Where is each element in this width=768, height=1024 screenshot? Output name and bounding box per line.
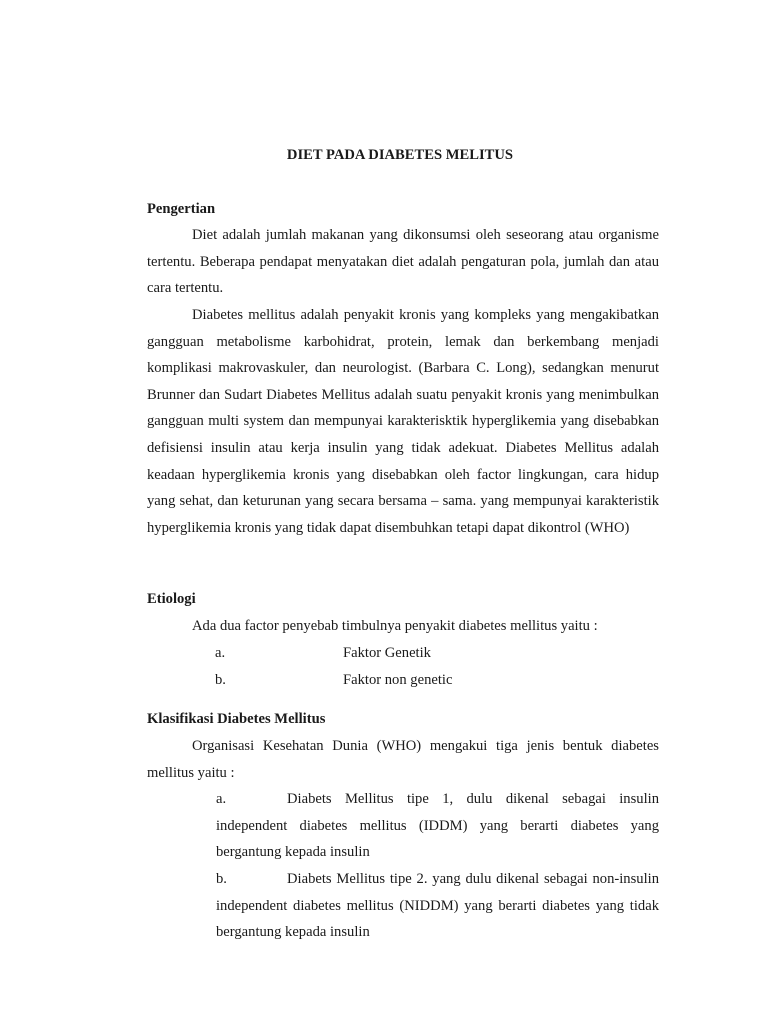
klasifikasi-intro: Organisasi Kesehatan Dunia (WHO) mengakui tiga jenis bentuk diabetes mellitus yaitu : [147,738,659,781]
list-marker: a. [215,645,226,661]
list-item-text: Faktor Genetik [343,645,431,661]
list-marker: b. [215,672,226,688]
heading-klasifikasi: Klasifikasi Diabetes Mellitus [147,711,326,727]
heading-pengertian: Pengertian [147,201,216,217]
document-title: DIET PADA DIABETES MELITUS [286,147,514,163]
list-item-text: Diabets Mellitus tipe 1, dulu dikenal sebagai insulin independent diabetes mellitus (IDDM) yang berarti diabetes yang bergantung kepada insulin [216,791,659,861]
list-marker: b. [216,871,227,887]
heading-etiologi: Etiologi [147,591,196,607]
list-item [216,866,659,946]
list-marker: a. [216,791,227,807]
list-item-text: Diabets Mellitus tipe 2. yang dulu dikenal sebagai non-insulin independent diabetes mellitus (NIDDM) yang berarti diabetes yang tidak bergantung kepada insulin [216,871,659,941]
list-item-text: Faktor non genetic [343,672,453,688]
etiologi-intro: Ada dua factor penyebab timbulnya penyakit diabetes mellitus yaitu : [192,618,598,634]
list-item [216,786,659,866]
paragraph-diabetes-definition: Diabetes mellitus adalah penyakit kronis yang kompleks yang mengakibatkan gangguan metabolisme karbohidrat, protein, lemak dan berkembang menjadi komplikasi makrovaskuler, dan neurologist. (Barbara C. Long), sedangkan menurut Brunner dan Sudart Diabetes Mellitus adalah suatu penyakit kronis yang menimbulkan gangguan multi system dan mempunyai karakterisktik hyperglikemia yang disebabkan defisiensi insulin atau kerja insulin yang tidak adekuat. Diabetes Mellitus adalah keadaan hyperglikemia kronis yang disebabkan oleh factor lingkungan, cara hidup yang sehat, dan keturunan yang secara bersama – sama. yang mempunyai karakteristik hyperglikemia kronis yang tidak dapat disembuhkan tetapi dapat dikontrol (WHO) [147,307,659,536]
paragraph-diet-definition: Diet adalah jumlah makanan yang dikonsumsi oleh seseorang atau organisme tertentu. Beberapa pendapat menyatakan diet adalah pengaturan pola, jumlah dan atau cara tertentu. [147,227,659,297]
